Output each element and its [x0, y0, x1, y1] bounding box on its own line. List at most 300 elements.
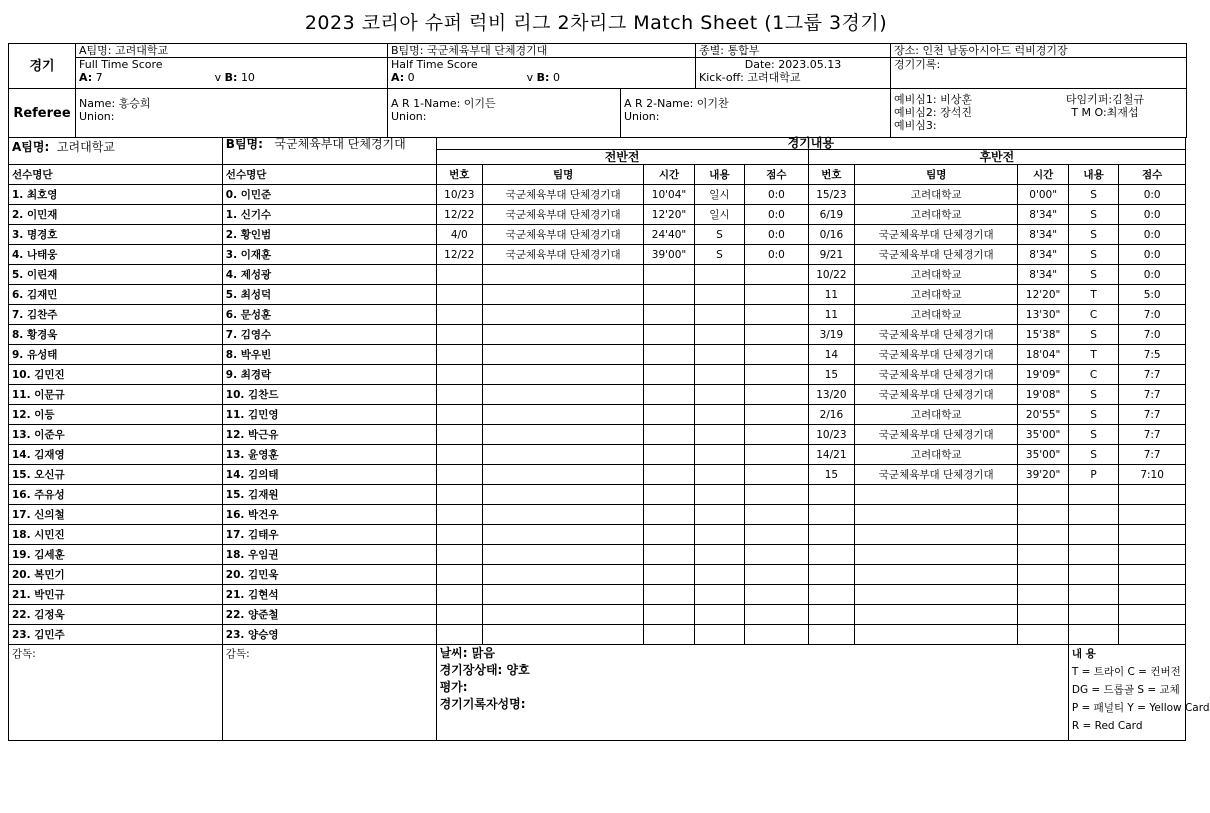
first-half-event-type: [694, 345, 744, 365]
first-half-event-time: [644, 545, 694, 565]
first-half-event-time: [644, 385, 694, 405]
match-label: 경기: [9, 44, 76, 89]
first-half-event-type: [694, 565, 744, 585]
roster-b-player: 1. 신기수: [222, 205, 436, 225]
second-half-event-type: S: [1068, 425, 1118, 445]
second-half-event-no: 9/21: [808, 245, 854, 265]
table-row: [9, 365, 1186, 385]
second-half-event-no: [808, 545, 854, 565]
second-half-event-team: 고려대학교: [855, 205, 1018, 225]
first-half-event-score: [745, 365, 809, 385]
first-half-event-no: [436, 565, 482, 585]
team-a-cell: A팀명: 고려대학교: [76, 44, 388, 58]
first-half-event-score: [745, 265, 809, 285]
table-row: [9, 285, 1186, 305]
first-half-event-score: 0:0: [745, 185, 809, 205]
first-half-header: 전반전: [436, 150, 808, 165]
first-half-event-no: 12/22: [436, 245, 482, 265]
first-half-event-no: [436, 545, 482, 565]
second-half-event-type: [1068, 585, 1118, 605]
roster-a-player: 3. 명경호: [9, 225, 223, 245]
second-half-event-type: S: [1068, 445, 1118, 465]
first-half-event-type: [694, 505, 744, 525]
second-half-event-score: 7:7: [1119, 365, 1186, 385]
second-half-event-no: 2/16: [808, 405, 854, 425]
first-half-event-time: [644, 465, 694, 485]
first-half-col-3: 내용: [694, 165, 744, 185]
ar1-name: A R 1-Name: 이기든 Union:: [388, 89, 621, 138]
roster-a-player: 22. 김정욱: [9, 605, 223, 625]
first-half-event-type: 일시: [694, 185, 744, 205]
table-row: [9, 385, 1186, 405]
first-half-event-team: [482, 365, 643, 385]
first-half-event-time: [644, 585, 694, 605]
table-row: [9, 425, 1186, 445]
first-half-event-score: 0:0: [745, 225, 809, 245]
second-half-event-score: 7:10: [1119, 465, 1186, 485]
second-half-event-type: S: [1068, 265, 1118, 285]
first-half-event-team: [482, 385, 643, 405]
table-row: [9, 325, 1186, 345]
coach-b: 감독:: [222, 645, 436, 741]
first-half-event-type: [694, 365, 744, 385]
first-half-event-team: [482, 305, 643, 325]
table-row: [9, 225, 1186, 245]
table-row: [9, 445, 1186, 465]
second-half-event-no: 15/23: [808, 185, 854, 205]
second-half-event-score: [1119, 605, 1186, 625]
roster-b-player: 7. 김영수: [222, 325, 436, 345]
second-half-event-time: [1018, 505, 1068, 525]
officials-cell: [891, 89, 1187, 138]
second-half-event-time: 8'34": [1018, 205, 1068, 225]
first-half-event-time: [644, 405, 694, 425]
second-half-event-time: 8'34": [1018, 265, 1068, 285]
second-half-event-type: T: [1068, 285, 1118, 305]
second-half-event-time: 13'30": [1018, 305, 1068, 325]
roster-a-player: 18. 시민진: [9, 525, 223, 545]
first-half-event-team: [482, 465, 643, 485]
first-half-event-time: [644, 265, 694, 285]
second-half-event-type: [1068, 625, 1118, 645]
first-half-event-score: 0:0: [745, 205, 809, 225]
roster-a-player: 10. 김민진: [9, 365, 223, 385]
second-half-event-type: C: [1068, 365, 1118, 385]
referee-table: [8, 88, 1187, 138]
first-half-event-team: 국군체육부대 단체경기대: [482, 205, 643, 225]
first-half-event-score: [745, 325, 809, 345]
second-half-event-team: [855, 585, 1018, 605]
first-half-event-time: [644, 345, 694, 365]
first-half-event-score: [745, 505, 809, 525]
roster-a-player: 17. 신의철: [9, 505, 223, 525]
first-half-event-type: [694, 485, 744, 505]
match-info-table: [8, 43, 1187, 89]
second-half-event-no: 14: [808, 345, 854, 365]
first-half-event-score: [745, 545, 809, 565]
first-half-event-team: 국군체육부대 단체경기대: [482, 245, 643, 265]
reserve-1: 예비심1: 비상훈: [894, 93, 972, 106]
first-half-event-score: [745, 425, 809, 445]
roster-a-player: 6. 김재민: [9, 285, 223, 305]
second-half-event-no: [808, 565, 854, 585]
second-half-event-team: 고려대학교: [855, 265, 1018, 285]
second-half-event-score: 0:0: [1119, 225, 1186, 245]
half-time-score: Half Time Score A: 0 v B: 0: [388, 58, 696, 89]
roster-b-player: 15. 김재원: [222, 485, 436, 505]
first-half-event-no: [436, 365, 482, 385]
table-row: [9, 345, 1186, 365]
second-half-event-team: [855, 625, 1018, 645]
first-half-event-type: S: [694, 225, 744, 245]
first-half-event-team: [482, 325, 643, 345]
first-half-col-0: 번호: [436, 165, 482, 185]
table-row: [9, 625, 1186, 645]
coach-a: 감독:: [9, 645, 223, 741]
second-half-event-team: 국군체육부대 단체경기대: [855, 365, 1018, 385]
second-half-event-time: 8'34": [1018, 245, 1068, 265]
first-half-event-time: [644, 365, 694, 385]
roster-b-player: 20. 김민욱: [222, 565, 436, 585]
first-half-event-no: [436, 505, 482, 525]
second-half-event-score: 7:0: [1119, 305, 1186, 325]
second-half-event-time: [1018, 545, 1068, 565]
tmo: T M O:최재섭: [1071, 106, 1139, 119]
roster-a-player: 2. 이민재: [9, 205, 223, 225]
first-half-col-4: 점수: [745, 165, 809, 185]
second-half-event-time: [1018, 525, 1068, 545]
second-half-event-score: 0:0: [1119, 205, 1186, 225]
second-half-event-time: 35'00": [1018, 425, 1068, 445]
second-half-event-type: S: [1068, 185, 1118, 205]
first-half-event-type: [694, 465, 744, 485]
first-half-event-time: 10'04": [644, 185, 694, 205]
first-half-event-team: [482, 585, 643, 605]
second-half-event-type: [1068, 525, 1118, 545]
roster-a-player: 8. 황경욱: [9, 325, 223, 345]
roster-b-player: 10. 김찬드: [222, 385, 436, 405]
second-half-event-team: 국군체육부대 단체경기대: [855, 425, 1018, 445]
first-half-event-score: [745, 625, 809, 645]
page-title: 2023 코리아 슈퍼 럭비 리그 2차리그 Match Sheet (1그룹 3경기): [304, 12, 888, 34]
first-half-event-no: [436, 285, 482, 305]
second-half-event-type: S: [1068, 225, 1118, 245]
first-half-event-time: 12'20": [644, 205, 694, 225]
first-half-event-no: [436, 465, 482, 485]
second-half-event-no: [808, 525, 854, 545]
second-half-event-type: S: [1068, 205, 1118, 225]
table-row: [9, 185, 1186, 205]
second-half-event-score: 7:5: [1119, 345, 1186, 365]
roster-b-player: 3. 이재훈: [222, 245, 436, 265]
roster-a-player: 16. 주유성: [9, 485, 223, 505]
full-time-score: Full Time Score A: 7 v B: 10: [76, 58, 388, 89]
table-row: [9, 545, 1186, 565]
team-b-header: B팀명: 국군체육부대 단체경기대: [222, 138, 436, 165]
second-half-event-no: 0/16: [808, 225, 854, 245]
second-half-event-team: [855, 545, 1018, 565]
first-half-event-time: [644, 485, 694, 505]
second-half-event-score: 7:0: [1119, 325, 1186, 345]
second-half-col-1: 팀명: [855, 165, 1018, 185]
reserve-2: 예비심2: 장석진: [894, 106, 972, 119]
first-half-event-time: [644, 285, 694, 305]
team-a-header: A팀명: 고려대학교: [9, 138, 223, 165]
first-half-event-score: [745, 525, 809, 545]
second-half-event-type: S: [1068, 245, 1118, 265]
first-half-event-type: S: [694, 245, 744, 265]
second-half-event-time: 12'20": [1018, 285, 1068, 305]
roster-b-player: 23. 양승영: [222, 625, 436, 645]
table-row: [9, 525, 1186, 545]
roster-b-player: 5. 최성덕: [222, 285, 436, 305]
second-half-event-time: 35'00": [1018, 445, 1068, 465]
first-half-event-team: 국군체육부대 단체경기대: [482, 185, 643, 205]
table-row: [9, 505, 1186, 525]
second-half-event-score: 7:7: [1119, 425, 1186, 445]
first-half-event-no: 4/0: [436, 225, 482, 245]
roster-a-player: 7. 김찬주: [9, 305, 223, 325]
second-half-event-score: 0:0: [1119, 245, 1186, 265]
second-half-col-3: 내용: [1068, 165, 1118, 185]
first-half-event-type: [694, 625, 744, 645]
second-half-event-time: 8'34": [1018, 225, 1068, 245]
first-half-event-score: [745, 285, 809, 305]
roster-a-player: 4. 나태웅: [9, 245, 223, 265]
roster-b-player: 13. 윤영훈: [222, 445, 436, 465]
legend: 내 용 T = 트라이 C = 컨버전 DG = 드롭골 S = 교체 P = 패널티 Y = Yellow Card R = Red Card: [1068, 645, 1185, 741]
first-half-event-type: [694, 325, 744, 345]
division-cell: 종별: 통합부: [696, 44, 891, 58]
second-half-event-team: 국군체육부대 단체경기대: [855, 245, 1018, 265]
first-half-event-team: [482, 345, 643, 365]
first-half-event-team: [482, 525, 643, 545]
roster-b-player: 12. 박근유: [222, 425, 436, 445]
table-row: [9, 305, 1186, 325]
table-row: [9, 245, 1186, 265]
first-half-event-team: [482, 565, 643, 585]
roster-b-player: 2. 황인범: [222, 225, 436, 245]
first-half-event-type: [694, 285, 744, 305]
recorder-name: 경기기록자성명:: [439, 697, 526, 711]
first-half-event-score: 0:0: [745, 245, 809, 265]
table-row: [9, 205, 1186, 225]
second-half-event-no: 13/20: [808, 385, 854, 405]
roster-b-label: 선수명단: [222, 165, 436, 185]
second-half-event-score: 5:0: [1119, 285, 1186, 305]
second-half-event-score: [1119, 625, 1186, 645]
first-half-event-type: [694, 425, 744, 445]
second-half-event-score: [1119, 545, 1186, 565]
first-half-event-score: [745, 565, 809, 585]
roster-a-player: 21. 박민규: [9, 585, 223, 605]
roster-b-player: 6. 문성훈: [222, 305, 436, 325]
first-half-event-no: [436, 425, 482, 445]
roster-b-player: 17. 김태우: [222, 525, 436, 545]
first-half-event-time: [644, 565, 694, 585]
first-half-event-time: [644, 305, 694, 325]
second-half-event-time: [1018, 485, 1068, 505]
second-half-event-score: [1119, 585, 1186, 605]
first-half-event-no: [436, 265, 482, 285]
first-half-col-1: 팀명: [482, 165, 643, 185]
date-kickoff: Date: 2023.05.13 Kick-off: 고려대학교: [696, 58, 891, 89]
second-half-event-score: 7:7: [1119, 445, 1186, 465]
second-half-event-type: T: [1068, 345, 1118, 365]
roster-b-player: 16. 박건우: [222, 505, 436, 525]
second-half-event-score: 0:0: [1119, 265, 1186, 285]
first-half-event-time: [644, 425, 694, 445]
second-half-event-score: 0:0: [1119, 185, 1186, 205]
second-half-event-type: [1068, 545, 1118, 565]
roster-a-player: 19. 김세훈: [9, 545, 223, 565]
roster-a-player: 11. 이문규: [9, 385, 223, 405]
first-half-event-time: [644, 505, 694, 525]
record-cell: 경기기록:: [891, 58, 1187, 89]
second-half-event-score: [1119, 525, 1186, 545]
first-half-event-type: 일시: [694, 205, 744, 225]
second-half-event-no: 10/23: [808, 425, 854, 445]
second-half-event-score: [1119, 485, 1186, 505]
evaluation: 평가:: [439, 680, 468, 694]
roster-a-player: 5. 이린재: [9, 265, 223, 285]
second-half-event-score: 7:7: [1119, 385, 1186, 405]
second-half-event-type: [1068, 605, 1118, 625]
timekeeper: 타임키퍼:김철규: [1065, 93, 1144, 106]
table-row: [9, 585, 1186, 605]
first-half-event-no: [436, 485, 482, 505]
second-half-event-team: [855, 485, 1018, 505]
roster-b-player: 14. 김의태: [222, 465, 436, 485]
second-half-event-no: [808, 485, 854, 505]
second-half-event-team: 국군체육부대 단체경기대: [855, 385, 1018, 405]
second-half-event-no: [808, 605, 854, 625]
first-half-event-time: [644, 445, 694, 465]
second-half-event-time: 18'04": [1018, 345, 1068, 365]
roster-b-player: 8. 박우빈: [222, 345, 436, 365]
second-half-event-type: S: [1068, 385, 1118, 405]
reserve-3: 예비심3:: [894, 119, 937, 132]
second-half-col-4: 점수: [1119, 165, 1186, 185]
first-half-event-score: [745, 605, 809, 625]
second-half-event-no: 11: [808, 285, 854, 305]
second-half-event-time: 15'38": [1018, 325, 1068, 345]
first-half-event-team: [482, 485, 643, 505]
first-half-event-time: [644, 625, 694, 645]
second-half-header: 후반전: [808, 150, 1185, 165]
first-half-event-team: [482, 505, 643, 525]
first-half-event-type: [694, 525, 744, 545]
roster-a-player: 1. 최호영: [9, 185, 223, 205]
second-half-event-team: [855, 505, 1018, 525]
first-half-event-score: [745, 485, 809, 505]
first-half-event-time: [644, 605, 694, 625]
first-half-event-time: [644, 325, 694, 345]
second-half-event-team: 국군체육부대 단체경기대: [855, 225, 1018, 245]
second-half-event-time: [1018, 625, 1068, 645]
first-half-event-type: [694, 385, 744, 405]
second-half-event-type: S: [1068, 405, 1118, 425]
first-half-event-team: 국군체육부대 단체경기대: [482, 225, 643, 245]
table-row: [9, 485, 1186, 505]
first-half-event-no: 12/22: [436, 205, 482, 225]
second-half-event-no: 10/22: [808, 265, 854, 285]
first-half-event-score: [745, 445, 809, 465]
first-half-event-no: [436, 445, 482, 465]
second-half-event-time: 0'00": [1018, 185, 1068, 205]
venue-cell: 장소: 인천 남동아시아드 럭비경기장: [891, 44, 1187, 58]
first-half-event-time: 24'40": [644, 225, 694, 245]
first-half-event-team: [482, 625, 643, 645]
first-half-event-team: [482, 265, 643, 285]
first-half-event-type: [694, 605, 744, 625]
first-half-event-type: [694, 265, 744, 285]
second-half-col-2: 시간: [1018, 165, 1068, 185]
second-half-event-team: 고려대학교: [855, 305, 1018, 325]
table-row: [9, 605, 1186, 625]
first-half-event-team: [482, 405, 643, 425]
match-content-table: [8, 136, 1210, 741]
first-half-event-no: [436, 385, 482, 405]
second-half-event-time: 39'20": [1018, 465, 1068, 485]
second-half-event-no: [808, 505, 854, 525]
table-row: [9, 565, 1186, 585]
field-condition: 경기장상태: 양호: [439, 663, 530, 677]
first-half-event-team: [482, 605, 643, 625]
second-half-event-no: [808, 585, 854, 605]
first-half-event-type: [694, 305, 744, 325]
referee-label: Referee: [9, 89, 76, 138]
first-half-event-score: [745, 585, 809, 605]
second-half-event-no: 11: [808, 305, 854, 325]
second-half-event-no: 6/19: [808, 205, 854, 225]
first-half-event-type: [694, 445, 744, 465]
first-half-event-score: [745, 465, 809, 485]
first-half-event-score: [745, 345, 809, 365]
second-half-event-no: 3/19: [808, 325, 854, 345]
content-header: 경기내용: [436, 138, 1185, 150]
roster-b-player: 18. 우임권: [222, 545, 436, 565]
referee-name: Name: 홍승희 Union:: [76, 89, 388, 138]
roster-a-player: 23. 김민주: [9, 625, 223, 645]
first-half-event-score: [745, 305, 809, 325]
second-half-event-type: C: [1068, 305, 1118, 325]
first-half-event-team: [482, 285, 643, 305]
roster-a-player: 20. 복민기: [9, 565, 223, 585]
second-half-event-type: [1068, 485, 1118, 505]
first-half-event-no: [436, 325, 482, 345]
second-half-event-team: 고려대학교: [855, 445, 1018, 465]
second-half-event-type: S: [1068, 325, 1118, 345]
roster-a-player: 12. 이등: [9, 405, 223, 425]
first-half-event-no: [436, 305, 482, 325]
first-half-event-score: [745, 405, 809, 425]
second-half-event-time: 19'08": [1018, 385, 1068, 405]
second-half-event-no: 15: [808, 365, 854, 385]
roster-b-player: 0. 이민준: [222, 185, 436, 205]
match-sheet: [8, 43, 1210, 741]
second-half-event-time: 19'09": [1018, 365, 1068, 385]
second-half-event-no: 14/21: [808, 445, 854, 465]
match-conditions: [436, 645, 1068, 741]
second-half-event-time: [1018, 605, 1068, 625]
second-half-event-no: 15: [808, 465, 854, 485]
first-half-event-no: [436, 605, 482, 625]
roster-a-label: 선수명단: [9, 165, 223, 185]
team-b-cell: B팀명: 국군체육부대 단체경기대: [388, 44, 696, 58]
second-half-event-time: [1018, 585, 1068, 605]
roster-a-player: 13. 이준우: [9, 425, 223, 445]
